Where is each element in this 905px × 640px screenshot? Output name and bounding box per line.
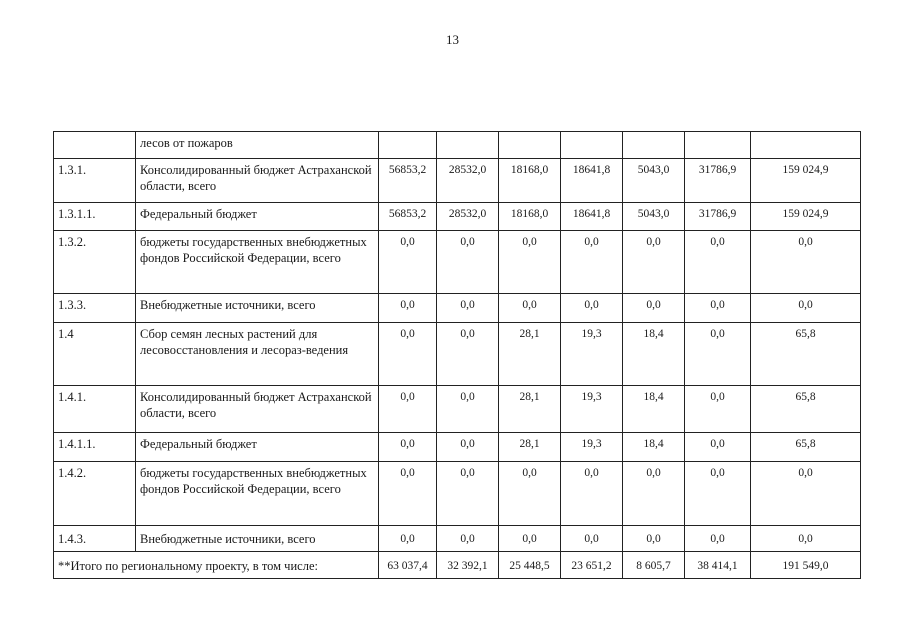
table-row [54, 231, 861, 294]
value-cell [623, 132, 685, 159]
value-cell: 0,0 [685, 386, 751, 433]
total-cell: 0,0 [751, 294, 861, 323]
row-code: 1.4.3. [54, 526, 136, 552]
total-cell: 0,0 [751, 462, 861, 526]
value-cell: 0,0 [623, 526, 685, 552]
row-code: 1.4.1.1. [54, 433, 136, 462]
value-cell: 38 414,1 [685, 552, 751, 579]
value-cell: 18168,0 [499, 159, 561, 203]
row-code: 1.4.2. [54, 462, 136, 526]
value-cell: 19,3 [561, 323, 623, 386]
value-cell: 25 448,5 [499, 552, 561, 579]
table-row [54, 203, 861, 231]
total-cell: 65,8 [751, 386, 861, 433]
table-row [54, 526, 861, 552]
value-cell: 56853,2 [379, 159, 437, 203]
value-cell: 0,0 [379, 386, 437, 433]
value-cell: 0,0 [437, 433, 499, 462]
total-cell: 159 024,9 [751, 159, 861, 203]
total-cell: 0,0 [751, 526, 861, 552]
value-cell: 0,0 [623, 462, 685, 526]
total-cell: 65,8 [751, 323, 861, 386]
total-label: **Итого по региональному проекту, в том числе: [54, 552, 379, 579]
row-name: бюджеты государственных внебюджетных фондов Российской Федерации, всего [136, 462, 379, 526]
value-cell: 18641,8 [561, 203, 623, 231]
value-cell: 8 605,7 [623, 552, 685, 579]
value-cell: 0,0 [561, 526, 623, 552]
row-name: Внебюджетные источники, всего [136, 294, 379, 323]
row-name: лесов от пожаров [136, 132, 379, 159]
value-cell: 0,0 [561, 462, 623, 526]
value-cell: 19,3 [561, 386, 623, 433]
value-cell: 28,1 [499, 433, 561, 462]
value-cell: 0,0 [685, 526, 751, 552]
total-row [54, 552, 861, 579]
total-cell [751, 132, 861, 159]
value-cell: 0,0 [437, 294, 499, 323]
row-name: бюджеты государственных внебюджетных фондов Российской Федерации, всего [136, 231, 379, 294]
value-cell: 0,0 [437, 386, 499, 433]
row-name: Внебюджетные источники, всего [136, 526, 379, 552]
value-cell: 18641,8 [561, 159, 623, 203]
value-cell: 0,0 [685, 462, 751, 526]
value-cell: 28,1 [499, 386, 561, 433]
value-cell: 0,0 [379, 462, 437, 526]
value-cell: 0,0 [623, 294, 685, 323]
value-cell: 0,0 [685, 433, 751, 462]
total-cell: 159 024,9 [751, 203, 861, 231]
value-cell: 23 651,2 [561, 552, 623, 579]
value-cell: 0,0 [379, 526, 437, 552]
value-cell: 19,3 [561, 433, 623, 462]
budget-table [53, 131, 861, 579]
value-cell: 0,0 [499, 526, 561, 552]
value-cell: 56853,2 [379, 203, 437, 231]
value-cell [499, 132, 561, 159]
value-cell: 0,0 [437, 526, 499, 552]
value-cell: 0,0 [685, 323, 751, 386]
value-cell: 0,0 [437, 231, 499, 294]
value-cell: 0,0 [561, 294, 623, 323]
value-cell: 0,0 [437, 462, 499, 526]
table-row [54, 462, 861, 526]
table-row [54, 386, 861, 433]
value-cell: 5043,0 [623, 159, 685, 203]
value-cell: 0,0 [379, 231, 437, 294]
value-cell: 0,0 [379, 294, 437, 323]
total-cell: 191 549,0 [751, 552, 861, 579]
row-code: 1.3.1. [54, 159, 136, 203]
value-cell [685, 132, 751, 159]
value-cell: 18,4 [623, 433, 685, 462]
row-name: Консолидированный бюджет Астраханской области, всего [136, 386, 379, 433]
value-cell: 31786,9 [685, 203, 751, 231]
value-cell: 0,0 [437, 323, 499, 386]
row-name: Федеральный бюджет [136, 203, 379, 231]
value-cell: 0,0 [499, 462, 561, 526]
row-code: 1.4.1. [54, 386, 136, 433]
row-code [54, 132, 136, 159]
table-row [54, 294, 861, 323]
row-name: Консолидированный бюджет Астраханской области, всего [136, 159, 379, 203]
row-name: Федеральный бюджет [136, 433, 379, 462]
value-cell: 0,0 [499, 294, 561, 323]
table-row [54, 159, 861, 203]
table-row [54, 323, 861, 386]
value-cell: 0,0 [561, 231, 623, 294]
value-cell: 5043,0 [623, 203, 685, 231]
value-cell: 0,0 [623, 231, 685, 294]
value-cell: 28532,0 [437, 159, 499, 203]
value-cell: 0,0 [379, 433, 437, 462]
row-code: 1.3.3. [54, 294, 136, 323]
table-row [54, 433, 861, 462]
row-code: 1.4 [54, 323, 136, 386]
total-cell: 65,8 [751, 433, 861, 462]
value-cell: 0,0 [685, 231, 751, 294]
value-cell: 18,4 [623, 323, 685, 386]
row-name: Сбор семян лесных растений для лесовосстановления и лесораз-ведения [136, 323, 379, 386]
value-cell: 0,0 [379, 323, 437, 386]
value-cell: 31786,9 [685, 159, 751, 203]
total-cell: 0,0 [751, 231, 861, 294]
value-cell: 63 037,4 [379, 552, 437, 579]
value-cell [379, 132, 437, 159]
page-number: 13 [446, 32, 459, 47]
value-cell [561, 132, 623, 159]
value-cell: 18168,0 [499, 203, 561, 231]
value-cell: 28532,0 [437, 203, 499, 231]
row-code: 1.3.2. [54, 231, 136, 294]
value-cell: 18,4 [623, 386, 685, 433]
value-cell [437, 132, 499, 159]
row-code: 1.3.1.1. [54, 203, 136, 231]
value-cell: 32 392,1 [437, 552, 499, 579]
table-row [54, 132, 861, 159]
value-cell: 0,0 [499, 231, 561, 294]
value-cell: 0,0 [685, 294, 751, 323]
value-cell: 28,1 [499, 323, 561, 386]
